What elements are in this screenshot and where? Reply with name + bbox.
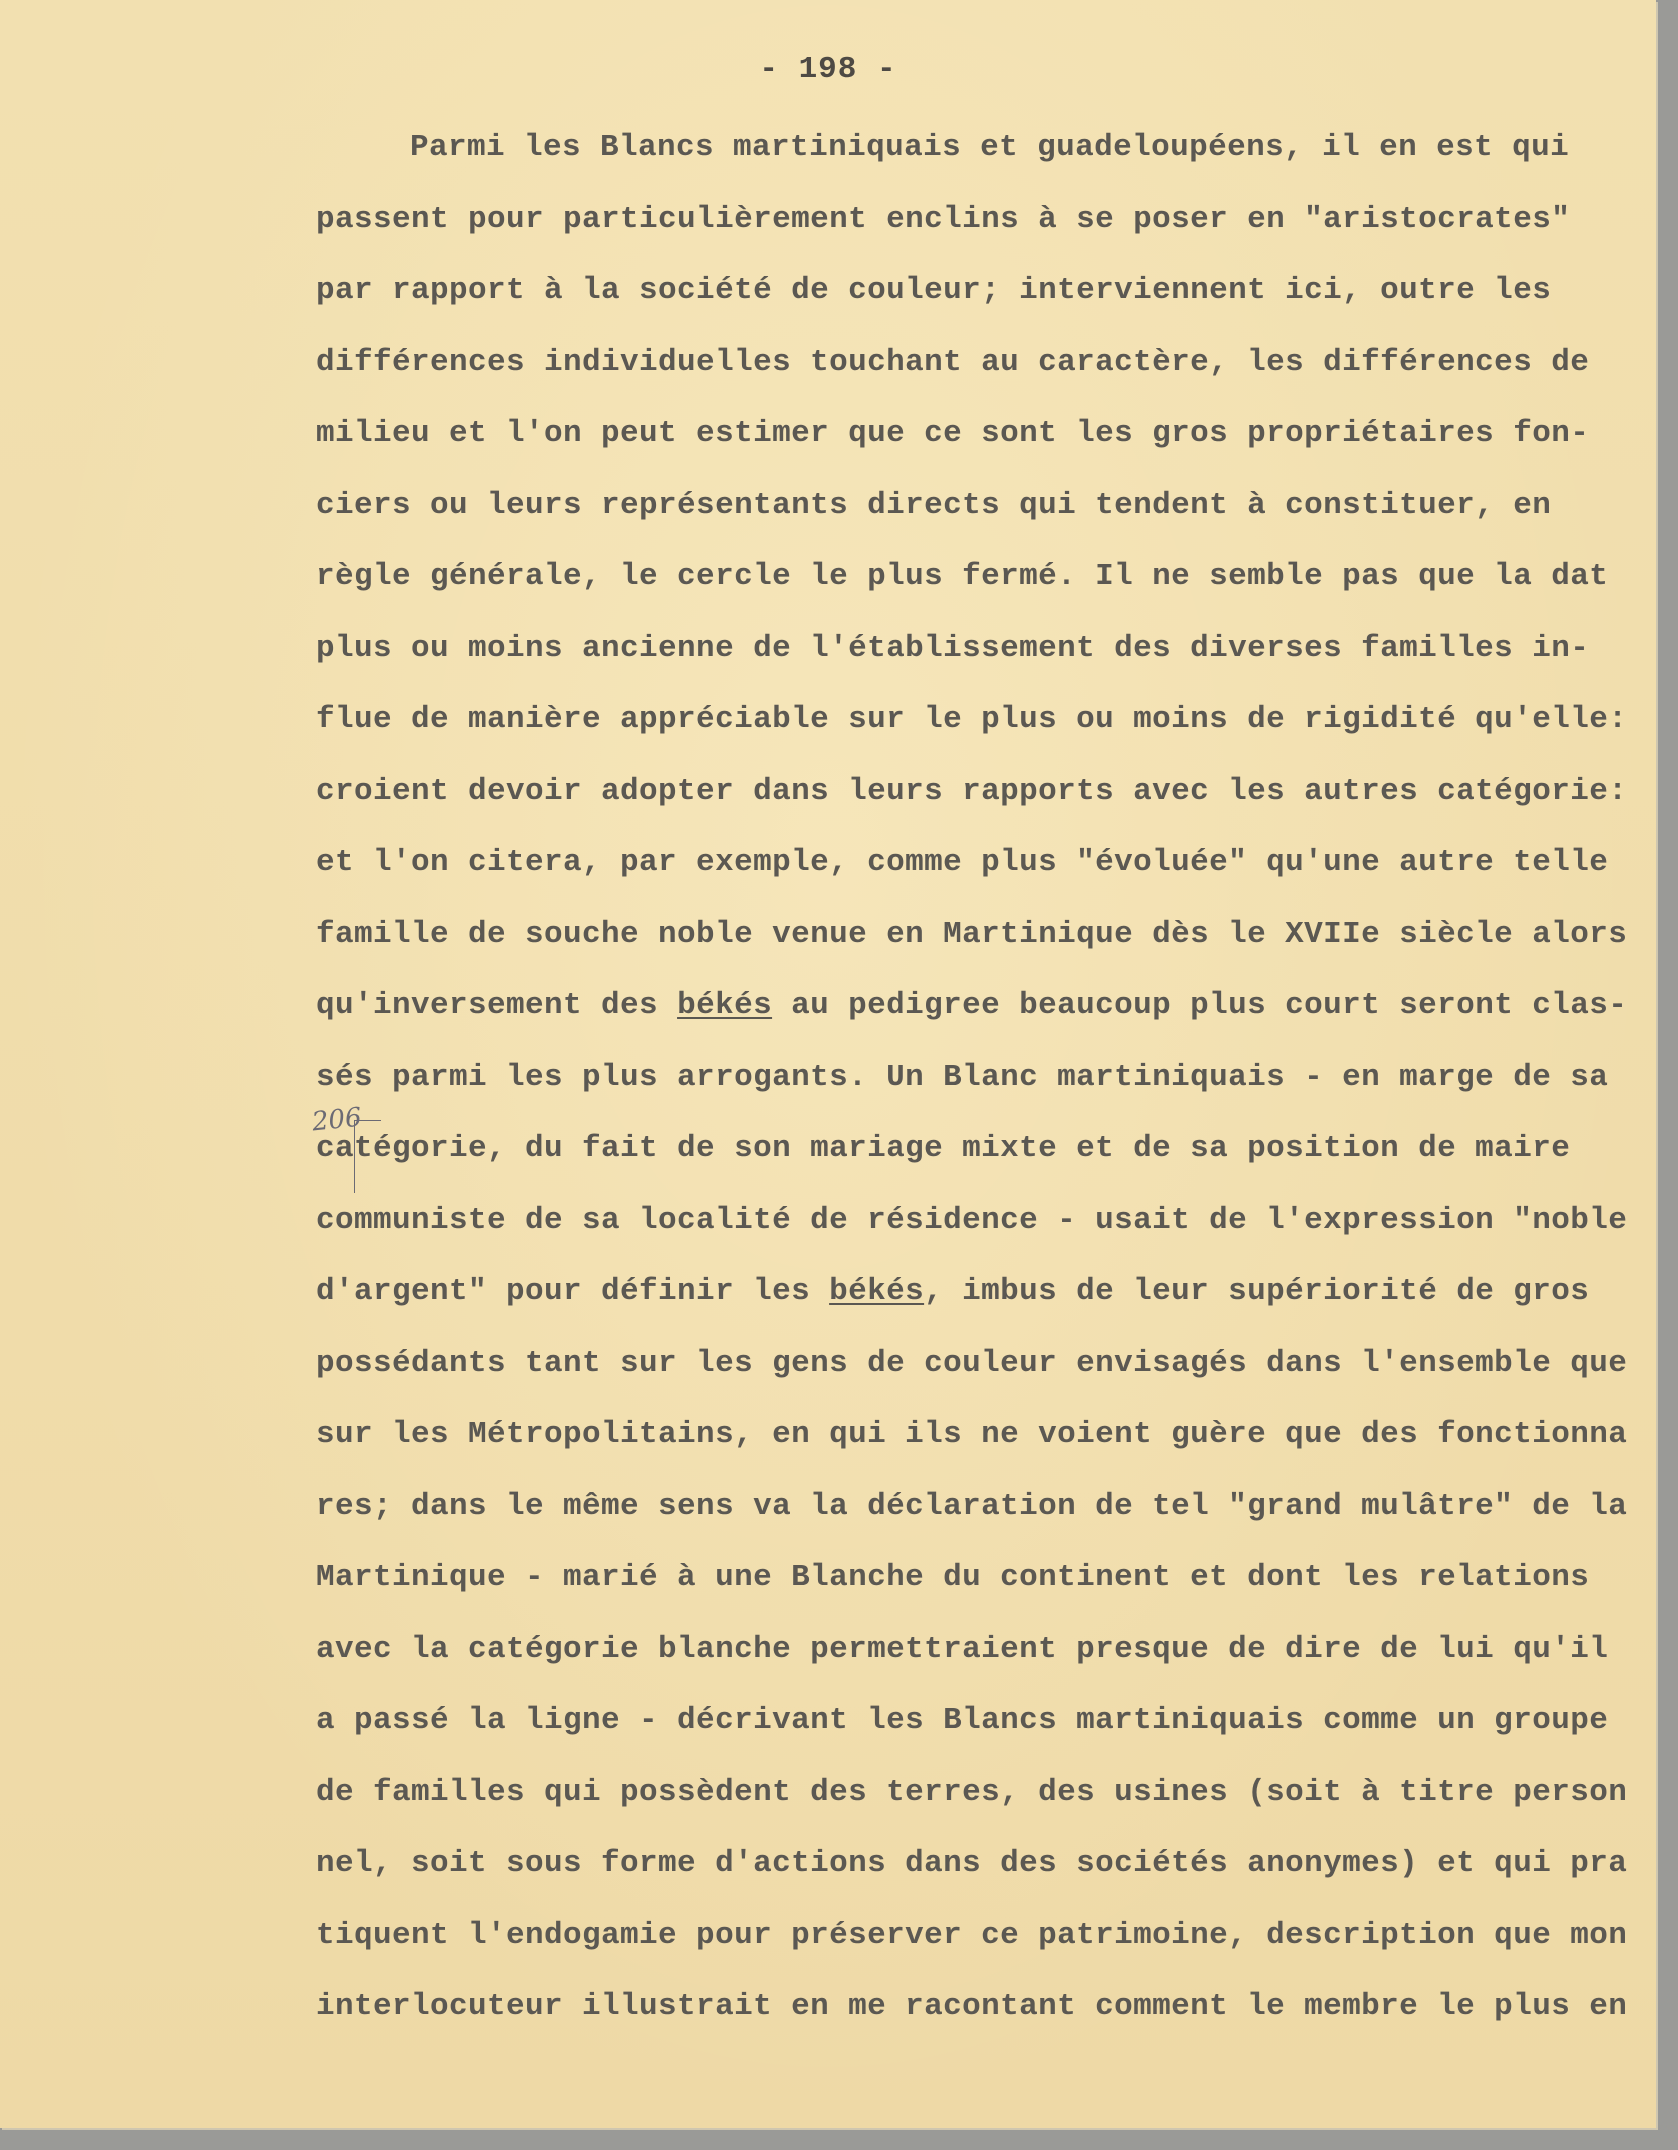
text-line xyxy=(316,1344,1627,1384)
text-line xyxy=(316,843,1608,883)
text-segment: avec la catégorie blanche permettraient presque de dire de lui qu'il xyxy=(316,1631,1609,1667)
margin-mark xyxy=(354,1120,381,1193)
text-line xyxy=(316,1773,1627,1813)
text-line xyxy=(316,1058,1608,1098)
text-segment: plus ou moins ancienne de l'établissement des diverses familles in- xyxy=(316,630,1590,666)
text-segment: par rapport à la société de couleur; interviennent ici, outre les xyxy=(316,273,1552,308)
text-line xyxy=(316,1844,1627,1884)
text-line xyxy=(316,1487,1627,1527)
text-segment: communiste de sa localité de résidence - usait de l'expression "noble xyxy=(316,1202,1628,1238)
text-line xyxy=(316,1630,1608,1670)
text-segment: nel, soit sous forme d'actions dans des sociétés anonymes) et qui pra xyxy=(316,1846,1628,1881)
text-segment: de familles qui possèdent des terres, des usines (soit à titre person xyxy=(316,1774,1628,1810)
text-line xyxy=(316,414,1589,454)
text-line xyxy=(316,1415,1627,1455)
handwritten-margin-note: 206 xyxy=(310,1102,364,1138)
text-segment: au pedigree beaucoup plus court seront clas- xyxy=(772,988,1628,1023)
text-segment: croient devoir adopter dans leurs rapports avec les autres catégorie: xyxy=(316,773,1628,809)
text-line xyxy=(316,700,1627,740)
text-segment: qu'inversement des xyxy=(316,988,678,1023)
body-text xyxy=(0,128,1656,2108)
text-line xyxy=(316,1129,1570,1169)
text-line xyxy=(316,1916,1627,1956)
underlined-term: békés xyxy=(677,988,773,1023)
text-line xyxy=(316,1701,1608,1741)
text-segment: sur les Métropolitains, en qui ils ne voient guère que des fonctionna xyxy=(316,1417,1628,1452)
text-line xyxy=(316,1987,1627,2027)
text-segment: interlocuteur illustrait en me racontant comment le membre le plus en xyxy=(316,1989,1628,2024)
text-line xyxy=(316,200,1570,240)
text-segment: ciers ou leurs représentants directs qui tendent à constituer, en xyxy=(316,487,1552,523)
page-number: - 198 - xyxy=(759,52,897,87)
text-line xyxy=(316,271,1551,311)
text-segment: possédants tant sur les gens de couleur envisagés dans l'ensemble que xyxy=(316,1345,1628,1381)
text-segment: catégorie, du fait de son mariage mixte et de sa position de maire xyxy=(316,1131,1571,1166)
text-segment: , imbus de leur supériorité de gros xyxy=(924,1274,1590,1309)
text-line xyxy=(316,986,1627,1026)
text-segment: règle générale, le cercle le plus fermé. Il ne semble pas que la dat xyxy=(316,559,1609,594)
text-segment: tiquent l'endogamie pour préserver ce patrimoine, description que mon xyxy=(316,1917,1628,1953)
text-line xyxy=(410,128,1569,168)
text-segment: milieu et l'on peut estimer que ce sont les gros propriétaires fon- xyxy=(316,416,1590,451)
text-line xyxy=(316,557,1608,597)
text-segment: Martinique - marié à une Blanche du continent et dont les relations xyxy=(316,1560,1590,1595)
text-segment: res; dans le même sens va la déclaration de tel "grand mulâtre" de la xyxy=(316,1488,1628,1524)
text-segment: passent pour particulièrement enclins à se poser en "aristocrates" xyxy=(316,201,1571,237)
text-segment: et l'on citera, par exemple, comme plus "évoluée" qu'une autre telle xyxy=(316,845,1609,880)
text-line xyxy=(316,343,1589,383)
text-line xyxy=(316,486,1551,526)
text-segment: d'argent" pour définir les xyxy=(316,1274,830,1309)
text-segment: famille de souche noble venue en Martinique dès le XVIIe siècle alors xyxy=(316,916,1628,952)
text-segment: sés parmi les plus arrogants. Un Blanc martiniquais - en marge de sa xyxy=(316,1059,1609,1095)
text-line xyxy=(316,915,1627,955)
text-segment: a passé la ligne - décrivant les Blancs martiniquais comme un groupe xyxy=(316,1703,1609,1738)
text-line xyxy=(316,629,1589,669)
text-line xyxy=(316,1272,1589,1312)
text-segment: flue de manière appréciable sur le plus ou moins de rigidité qu'elle: xyxy=(316,702,1628,737)
text-line xyxy=(316,772,1627,812)
text-line xyxy=(316,1558,1589,1598)
text-segment: Parmi les Blancs martiniquais et guadeloupéens, il en est qui xyxy=(410,130,1570,165)
text-line xyxy=(316,1201,1627,1241)
underlined-term: békés xyxy=(829,1274,925,1309)
text-segment: différences individuelles touchant au caractère, les différences de xyxy=(316,344,1590,380)
